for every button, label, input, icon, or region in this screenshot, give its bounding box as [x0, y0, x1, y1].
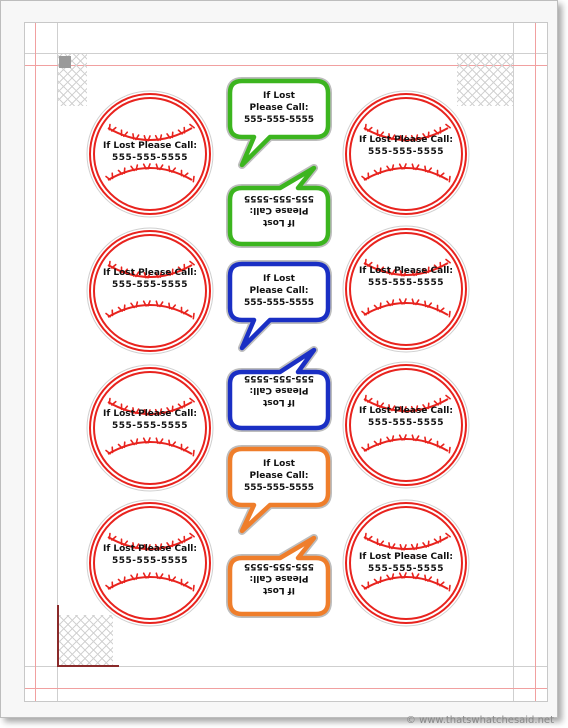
baseball-sticker — [342, 361, 470, 489]
speech-bubble-sticker-green-flipped — [220, 160, 338, 250]
baseball-sticker — [342, 499, 470, 627]
baseball-text-line2: 555-555-5555 — [111, 421, 189, 431]
margin-guide — [57, 23, 58, 701]
bubble-text-line3: 555-555-5555 — [243, 115, 315, 125]
baseball-sticker — [342, 225, 470, 353]
baseball-text-line1: If Lost Please Call: — [102, 268, 197, 278]
speech-bubble-sticker-blue-flipped — [220, 342, 338, 434]
bleed-guide — [25, 688, 547, 689]
bubble-text-line2: Please Call: — [249, 385, 309, 395]
baseball-text-line2: 555-555-5555 — [111, 556, 189, 566]
bleed-guide — [535, 23, 536, 701]
bubble-text-line1: If Lost — [263, 217, 295, 227]
bubble-text-line3: 555-555-5555 — [243, 483, 315, 493]
baseball-text-line1: If Lost Please Call: — [358, 406, 453, 416]
bubble-text-line1: If Lost — [263, 91, 295, 101]
baseball-icon — [86, 227, 214, 355]
watermark: © www.thatswhatchesaid.net — [405, 715, 554, 726]
baseball-sticker — [86, 499, 214, 627]
baseball-text-line2: 555-555-5555 — [367, 147, 445, 157]
baseball-text-line2: 555-555-5555 — [367, 418, 445, 428]
bubble-text-line2: Please Call: — [249, 573, 309, 583]
margin-guide — [513, 23, 514, 701]
bubble-text-line1: If Lost — [263, 585, 295, 595]
baseball-text-line1: If Lost Please Call: — [358, 266, 453, 276]
bleed-guide — [35, 23, 36, 701]
baseball-text-line2: 555-555-5555 — [111, 280, 189, 290]
baseball-sticker — [342, 90, 470, 218]
bubble-text-line2: Please Call: — [249, 103, 309, 113]
baseball-text-line1: If Lost Please Call: — [102, 544, 197, 554]
baseball-sticker — [86, 90, 214, 218]
bubble-text-line2: Please Call: — [249, 471, 309, 481]
bubble-text-line1: If Lost — [263, 459, 295, 469]
baseball-text-line1: If Lost Please Call: — [358, 135, 453, 145]
registration-mark — [59, 56, 71, 68]
bubble-text-line2: Please Call: — [249, 205, 309, 215]
bubble-text-line3: 555-555-5555 — [243, 298, 315, 308]
bubble-text-line1: If Lost — [263, 274, 295, 284]
bubble-text-line3: 555-555-5555 — [243, 193, 315, 203]
speech-bubble-sticker-orange — [220, 443, 338, 541]
bubble-text-line3: 555-555-5555 — [243, 561, 315, 571]
bubble-text-line3: 555-555-5555 — [243, 373, 315, 383]
baseball-icon — [342, 225, 470, 353]
baseball-text-line2: 555-555-5555 — [367, 278, 445, 288]
baseball-text-line2: 555-555-5555 — [367, 564, 445, 574]
bubble-text-line1: If Lost — [263, 397, 295, 407]
baseball-text-line1: If Lost Please Call: — [102, 409, 197, 419]
baseball-sticker — [86, 227, 214, 355]
speech-bubble-sticker-orange-flipped — [220, 530, 338, 620]
baseball-text-line2: 555-555-5555 — [111, 153, 189, 163]
baseball-sticker — [86, 364, 214, 492]
baseball-text-line1: If Lost Please Call: — [102, 141, 197, 151]
bubble-text-line2: Please Call: — [249, 286, 309, 296]
baseball-text-line1: If Lost Please Call: — [358, 552, 453, 562]
